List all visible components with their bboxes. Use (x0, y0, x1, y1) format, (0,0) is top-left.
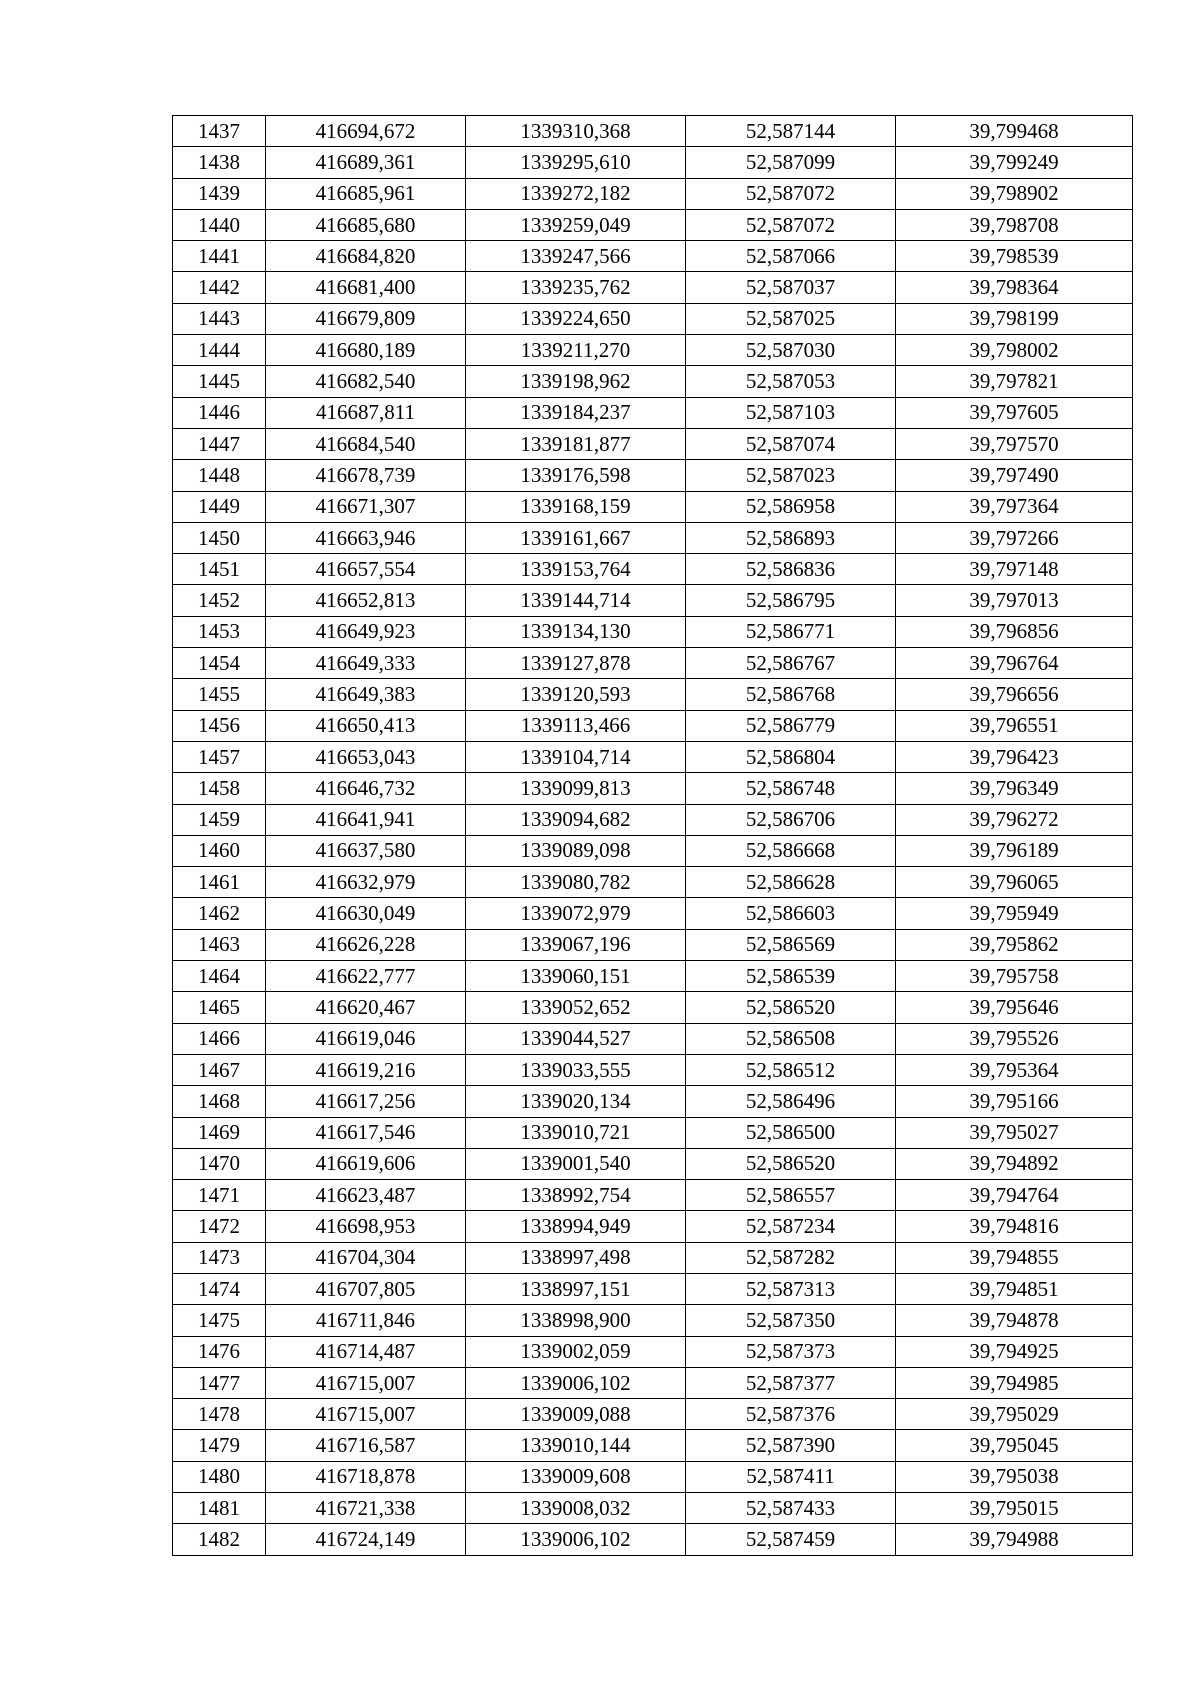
latitude-cell: 52,587103 (686, 397, 896, 428)
x-coordinate-cell: 416685,961 (266, 178, 466, 209)
y-coordinate-cell: 1339134,130 (466, 616, 686, 647)
table-row (173, 1273, 1133, 1304)
longitude-cell: 39,795646 (896, 992, 1133, 1023)
latitude-cell: 52,587030 (686, 335, 896, 366)
longitude-cell: 39,798539 (896, 241, 1133, 272)
point-number-cell: 1477 (173, 1367, 266, 1398)
y-coordinate-cell: 1339006,102 (466, 1524, 686, 1555)
point-number-cell: 1478 (173, 1399, 266, 1430)
x-coordinate-cell: 416715,007 (266, 1399, 466, 1430)
latitude-cell: 52,587373 (686, 1336, 896, 1367)
table-row (173, 303, 1133, 334)
latitude-cell: 52,587459 (686, 1524, 896, 1555)
longitude-cell: 39,794985 (896, 1367, 1133, 1398)
y-coordinate-cell: 1339002,059 (466, 1336, 686, 1367)
table-row (173, 679, 1133, 710)
x-coordinate-cell: 416637,580 (266, 835, 466, 866)
x-coordinate-cell: 416704,304 (266, 1242, 466, 1273)
latitude-cell: 52,586795 (686, 585, 896, 616)
x-coordinate-cell: 416678,739 (266, 460, 466, 491)
table-row (173, 804, 1133, 835)
table-row (173, 867, 1133, 898)
latitude-cell: 52,586628 (686, 867, 896, 898)
x-coordinate-cell: 416714,487 (266, 1336, 466, 1367)
y-coordinate-cell: 1339044,527 (466, 1023, 686, 1054)
x-coordinate-cell: 416715,007 (266, 1367, 466, 1398)
x-coordinate-cell: 416619,216 (266, 1054, 466, 1085)
point-number-cell: 1448 (173, 460, 266, 491)
x-coordinate-cell: 416652,813 (266, 585, 466, 616)
longitude-cell: 39,794988 (896, 1524, 1133, 1555)
longitude-cell: 39,798708 (896, 209, 1133, 240)
longitude-cell: 39,798364 (896, 272, 1133, 303)
coordinates-table-body (173, 116, 1133, 1556)
latitude-cell: 52,587144 (686, 116, 896, 147)
table-row (173, 366, 1133, 397)
y-coordinate-cell: 1339080,782 (466, 867, 686, 898)
latitude-cell: 52,586771 (686, 616, 896, 647)
latitude-cell: 52,587037 (686, 272, 896, 303)
point-number-cell: 1454 (173, 648, 266, 679)
longitude-cell: 39,796189 (896, 835, 1133, 866)
y-coordinate-cell: 1338997,498 (466, 1242, 686, 1273)
longitude-cell: 39,795027 (896, 1117, 1133, 1148)
longitude-cell: 39,795526 (896, 1023, 1133, 1054)
table-row (173, 648, 1133, 679)
point-number-cell: 1467 (173, 1054, 266, 1085)
latitude-cell: 52,586557 (686, 1180, 896, 1211)
point-number-cell: 1447 (173, 428, 266, 459)
y-coordinate-cell: 1339224,650 (466, 303, 686, 334)
longitude-cell: 39,794764 (896, 1180, 1133, 1211)
table-row (173, 1305, 1133, 1336)
table-row (173, 1211, 1133, 1242)
y-coordinate-cell: 1339006,102 (466, 1367, 686, 1398)
y-coordinate-cell: 1339176,598 (466, 460, 686, 491)
table-row (173, 898, 1133, 929)
table-row (173, 1242, 1133, 1273)
longitude-cell: 39,798902 (896, 178, 1133, 209)
table-row (173, 1336, 1133, 1367)
point-number-cell: 1471 (173, 1180, 266, 1211)
x-coordinate-cell: 416626,228 (266, 929, 466, 960)
point-number-cell: 1437 (173, 116, 266, 147)
longitude-cell: 39,794851 (896, 1273, 1133, 1304)
longitude-cell: 39,797148 (896, 554, 1133, 585)
x-coordinate-cell: 416724,149 (266, 1524, 466, 1555)
point-number-cell: 1482 (173, 1524, 266, 1555)
y-coordinate-cell: 1339295,610 (466, 147, 686, 178)
latitude-cell: 52,586520 (686, 1148, 896, 1179)
point-number-cell: 1445 (173, 366, 266, 397)
longitude-cell: 39,799468 (896, 116, 1133, 147)
x-coordinate-cell: 416617,256 (266, 1086, 466, 1117)
point-number-cell: 1455 (173, 679, 266, 710)
x-coordinate-cell: 416649,383 (266, 679, 466, 710)
table-row (173, 116, 1133, 147)
latitude-cell: 52,587390 (686, 1430, 896, 1461)
x-coordinate-cell: 416687,811 (266, 397, 466, 428)
longitude-cell: 39,798002 (896, 335, 1133, 366)
table-row (173, 397, 1133, 428)
latitude-cell: 52,586539 (686, 961, 896, 992)
y-coordinate-cell: 1339009,088 (466, 1399, 686, 1430)
point-number-cell: 1462 (173, 898, 266, 929)
x-coordinate-cell: 416707,805 (266, 1273, 466, 1304)
longitude-cell: 39,796856 (896, 616, 1133, 647)
y-coordinate-cell: 1339072,979 (466, 898, 686, 929)
x-coordinate-cell: 416716,587 (266, 1430, 466, 1461)
x-coordinate-cell: 416622,777 (266, 961, 466, 992)
point-number-cell: 1452 (173, 585, 266, 616)
point-number-cell: 1444 (173, 335, 266, 366)
point-number-cell: 1449 (173, 491, 266, 522)
table-row (173, 1117, 1133, 1148)
x-coordinate-cell: 416681,400 (266, 272, 466, 303)
longitude-cell: 39,796349 (896, 773, 1133, 804)
latitude-cell: 52,587282 (686, 1242, 896, 1273)
y-coordinate-cell: 1338994,949 (466, 1211, 686, 1242)
x-coordinate-cell: 416641,941 (266, 804, 466, 835)
longitude-cell: 39,795949 (896, 898, 1133, 929)
y-coordinate-cell: 1338998,900 (466, 1305, 686, 1336)
latitude-cell: 52,587099 (686, 147, 896, 178)
x-coordinate-cell: 416711,846 (266, 1305, 466, 1336)
longitude-cell: 39,797364 (896, 491, 1133, 522)
x-coordinate-cell: 416649,333 (266, 648, 466, 679)
y-coordinate-cell: 1339120,593 (466, 679, 686, 710)
latitude-cell: 52,586569 (686, 929, 896, 960)
y-coordinate-cell: 1338992,754 (466, 1180, 686, 1211)
longitude-cell: 39,798199 (896, 303, 1133, 334)
coordinates-table (172, 115, 1133, 1556)
longitude-cell: 39,795364 (896, 1054, 1133, 1085)
table-row (173, 554, 1133, 585)
table-row (173, 209, 1133, 240)
y-coordinate-cell: 1339259,049 (466, 209, 686, 240)
point-number-cell: 1446 (173, 397, 266, 428)
y-coordinate-cell: 1339001,540 (466, 1148, 686, 1179)
longitude-cell: 39,796551 (896, 710, 1133, 741)
x-coordinate-cell: 416721,338 (266, 1493, 466, 1524)
longitude-cell: 39,795862 (896, 929, 1133, 960)
point-number-cell: 1460 (173, 835, 266, 866)
point-number-cell: 1469 (173, 1117, 266, 1148)
latitude-cell: 52,586748 (686, 773, 896, 804)
table-row (173, 1461, 1133, 1492)
x-coordinate-cell: 416694,672 (266, 116, 466, 147)
x-coordinate-cell: 416632,979 (266, 867, 466, 898)
table-row (173, 491, 1133, 522)
table-row (173, 1054, 1133, 1085)
table-row (173, 147, 1133, 178)
point-number-cell: 1442 (173, 272, 266, 303)
y-coordinate-cell: 1339009,608 (466, 1461, 686, 1492)
y-coordinate-cell: 1338997,151 (466, 1273, 686, 1304)
y-coordinate-cell: 1339272,182 (466, 178, 686, 209)
x-coordinate-cell: 416684,820 (266, 241, 466, 272)
y-coordinate-cell: 1339010,721 (466, 1117, 686, 1148)
x-coordinate-cell: 416646,732 (266, 773, 466, 804)
point-number-cell: 1456 (173, 710, 266, 741)
point-number-cell: 1463 (173, 929, 266, 960)
x-coordinate-cell: 416689,361 (266, 147, 466, 178)
longitude-cell: 39,796656 (896, 679, 1133, 710)
latitude-cell: 52,586520 (686, 992, 896, 1023)
latitude-cell: 52,586836 (686, 554, 896, 585)
latitude-cell: 52,586958 (686, 491, 896, 522)
longitude-cell: 39,797490 (896, 460, 1133, 491)
latitude-cell: 52,586768 (686, 679, 896, 710)
table-row (173, 585, 1133, 616)
longitude-cell: 39,797821 (896, 366, 1133, 397)
table-row (173, 1180, 1133, 1211)
latitude-cell: 52,586668 (686, 835, 896, 866)
table-row (173, 1493, 1133, 1524)
latitude-cell: 52,587376 (686, 1399, 896, 1430)
x-coordinate-cell: 416623,487 (266, 1180, 466, 1211)
y-coordinate-cell: 1339184,237 (466, 397, 686, 428)
longitude-cell: 39,796764 (896, 648, 1133, 679)
x-coordinate-cell: 416671,307 (266, 491, 466, 522)
point-number-cell: 1479 (173, 1430, 266, 1461)
x-coordinate-cell: 416619,046 (266, 1023, 466, 1054)
table-row (173, 241, 1133, 272)
latitude-cell: 52,587066 (686, 241, 896, 272)
table-row (173, 961, 1133, 992)
latitude-cell: 52,586508 (686, 1023, 896, 1054)
point-number-cell: 1457 (173, 741, 266, 772)
y-coordinate-cell: 1339067,196 (466, 929, 686, 960)
longitude-cell: 39,795038 (896, 1461, 1133, 1492)
y-coordinate-cell: 1339020,134 (466, 1086, 686, 1117)
table-row (173, 335, 1133, 366)
x-coordinate-cell: 416657,554 (266, 554, 466, 585)
latitude-cell: 52,587411 (686, 1461, 896, 1492)
table-row (173, 1430, 1133, 1461)
y-coordinate-cell: 1339235,762 (466, 272, 686, 303)
y-coordinate-cell: 1339198,962 (466, 366, 686, 397)
table-row (173, 710, 1133, 741)
table-row (173, 835, 1133, 866)
point-number-cell: 1475 (173, 1305, 266, 1336)
longitude-cell: 39,794816 (896, 1211, 1133, 1242)
longitude-cell: 39,794855 (896, 1242, 1133, 1273)
x-coordinate-cell: 416698,953 (266, 1211, 466, 1242)
x-coordinate-cell: 416684,540 (266, 428, 466, 459)
x-coordinate-cell: 416650,413 (266, 710, 466, 741)
table-row (173, 178, 1133, 209)
x-coordinate-cell: 416617,546 (266, 1117, 466, 1148)
longitude-cell: 39,797266 (896, 522, 1133, 553)
y-coordinate-cell: 1339060,151 (466, 961, 686, 992)
point-number-cell: 1459 (173, 804, 266, 835)
point-number-cell: 1466 (173, 1023, 266, 1054)
point-number-cell: 1443 (173, 303, 266, 334)
point-number-cell: 1458 (173, 773, 266, 804)
longitude-cell: 39,797013 (896, 585, 1133, 616)
latitude-cell: 52,587433 (686, 1493, 896, 1524)
point-number-cell: 1473 (173, 1242, 266, 1273)
point-number-cell: 1465 (173, 992, 266, 1023)
y-coordinate-cell: 1339099,813 (466, 773, 686, 804)
table-row (173, 1086, 1133, 1117)
longitude-cell: 39,796272 (896, 804, 1133, 835)
latitude-cell: 52,586893 (686, 522, 896, 553)
x-coordinate-cell: 416630,049 (266, 898, 466, 929)
point-number-cell: 1474 (173, 1273, 266, 1304)
longitude-cell: 39,797605 (896, 397, 1133, 428)
longitude-cell: 39,794892 (896, 1148, 1133, 1179)
x-coordinate-cell: 416663,946 (266, 522, 466, 553)
table-row (173, 522, 1133, 553)
y-coordinate-cell: 1339052,652 (466, 992, 686, 1023)
x-coordinate-cell: 416619,606 (266, 1148, 466, 1179)
point-number-cell: 1481 (173, 1493, 266, 1524)
y-coordinate-cell: 1339113,466 (466, 710, 686, 741)
latitude-cell: 52,586496 (686, 1086, 896, 1117)
latitude-cell: 52,587313 (686, 1273, 896, 1304)
point-number-cell: 1450 (173, 522, 266, 553)
longitude-cell: 39,795045 (896, 1430, 1133, 1461)
y-coordinate-cell: 1339168,159 (466, 491, 686, 522)
y-coordinate-cell: 1339181,877 (466, 428, 686, 459)
point-number-cell: 1451 (173, 554, 266, 585)
point-number-cell: 1441 (173, 241, 266, 272)
latitude-cell: 52,587377 (686, 1367, 896, 1398)
point-number-cell: 1480 (173, 1461, 266, 1492)
longitude-cell: 39,797570 (896, 428, 1133, 459)
latitude-cell: 52,586603 (686, 898, 896, 929)
y-coordinate-cell: 1339247,566 (466, 241, 686, 272)
point-number-cell: 1470 (173, 1148, 266, 1179)
point-number-cell: 1439 (173, 178, 266, 209)
latitude-cell: 52,586779 (686, 710, 896, 741)
longitude-cell: 39,795029 (896, 1399, 1133, 1430)
y-coordinate-cell: 1339144,714 (466, 585, 686, 616)
x-coordinate-cell: 416679,809 (266, 303, 466, 334)
y-coordinate-cell: 1339008,032 (466, 1493, 686, 1524)
longitude-cell: 39,794925 (896, 1336, 1133, 1367)
longitude-cell: 39,795015 (896, 1493, 1133, 1524)
latitude-cell: 52,586804 (686, 741, 896, 772)
longitude-cell: 39,799249 (896, 147, 1133, 178)
point-number-cell: 1438 (173, 147, 266, 178)
longitude-cell: 39,796065 (896, 867, 1133, 898)
latitude-cell: 52,587074 (686, 428, 896, 459)
table-row (173, 460, 1133, 491)
point-number-cell: 1464 (173, 961, 266, 992)
point-number-cell: 1453 (173, 616, 266, 647)
y-coordinate-cell: 1339089,098 (466, 835, 686, 866)
longitude-cell: 39,795166 (896, 1086, 1133, 1117)
table-row (173, 992, 1133, 1023)
point-number-cell: 1461 (173, 867, 266, 898)
table-row (173, 272, 1133, 303)
y-coordinate-cell: 1339033,555 (466, 1054, 686, 1085)
table-row (173, 1399, 1133, 1430)
point-number-cell: 1476 (173, 1336, 266, 1367)
y-coordinate-cell: 1339104,714 (466, 741, 686, 772)
y-coordinate-cell: 1339211,270 (466, 335, 686, 366)
latitude-cell: 52,586767 (686, 648, 896, 679)
latitude-cell: 52,587025 (686, 303, 896, 334)
table-row (173, 773, 1133, 804)
x-coordinate-cell: 416718,878 (266, 1461, 466, 1492)
x-coordinate-cell: 416653,043 (266, 741, 466, 772)
table-row (173, 929, 1133, 960)
latitude-cell: 52,587023 (686, 460, 896, 491)
latitude-cell: 52,587234 (686, 1211, 896, 1242)
y-coordinate-cell: 1339127,878 (466, 648, 686, 679)
point-number-cell: 1440 (173, 209, 266, 240)
x-coordinate-cell: 416680,189 (266, 335, 466, 366)
latitude-cell: 52,587072 (686, 209, 896, 240)
longitude-cell: 39,794878 (896, 1305, 1133, 1336)
table-row (173, 1148, 1133, 1179)
table-row (173, 616, 1133, 647)
longitude-cell: 39,795758 (896, 961, 1133, 992)
x-coordinate-cell: 416649,923 (266, 616, 466, 647)
latitude-cell: 52,587350 (686, 1305, 896, 1336)
longitude-cell: 39,796423 (896, 741, 1133, 772)
latitude-cell: 52,586512 (686, 1054, 896, 1085)
latitude-cell: 52,587072 (686, 178, 896, 209)
table-row (173, 1023, 1133, 1054)
y-coordinate-cell: 1339010,144 (466, 1430, 686, 1461)
latitude-cell: 52,586706 (686, 804, 896, 835)
table-row (173, 428, 1133, 459)
latitude-cell: 52,586500 (686, 1117, 896, 1148)
table-row (173, 1367, 1133, 1398)
x-coordinate-cell: 416685,680 (266, 209, 466, 240)
y-coordinate-cell: 1339310,368 (466, 116, 686, 147)
x-coordinate-cell: 416620,467 (266, 992, 466, 1023)
y-coordinate-cell: 1339094,682 (466, 804, 686, 835)
x-coordinate-cell: 416682,540 (266, 366, 466, 397)
table-row (173, 741, 1133, 772)
table-row (173, 1524, 1133, 1555)
point-number-cell: 1468 (173, 1086, 266, 1117)
y-coordinate-cell: 1339161,667 (466, 522, 686, 553)
point-number-cell: 1472 (173, 1211, 266, 1242)
y-coordinate-cell: 1339153,764 (466, 554, 686, 585)
latitude-cell: 52,587053 (686, 366, 896, 397)
